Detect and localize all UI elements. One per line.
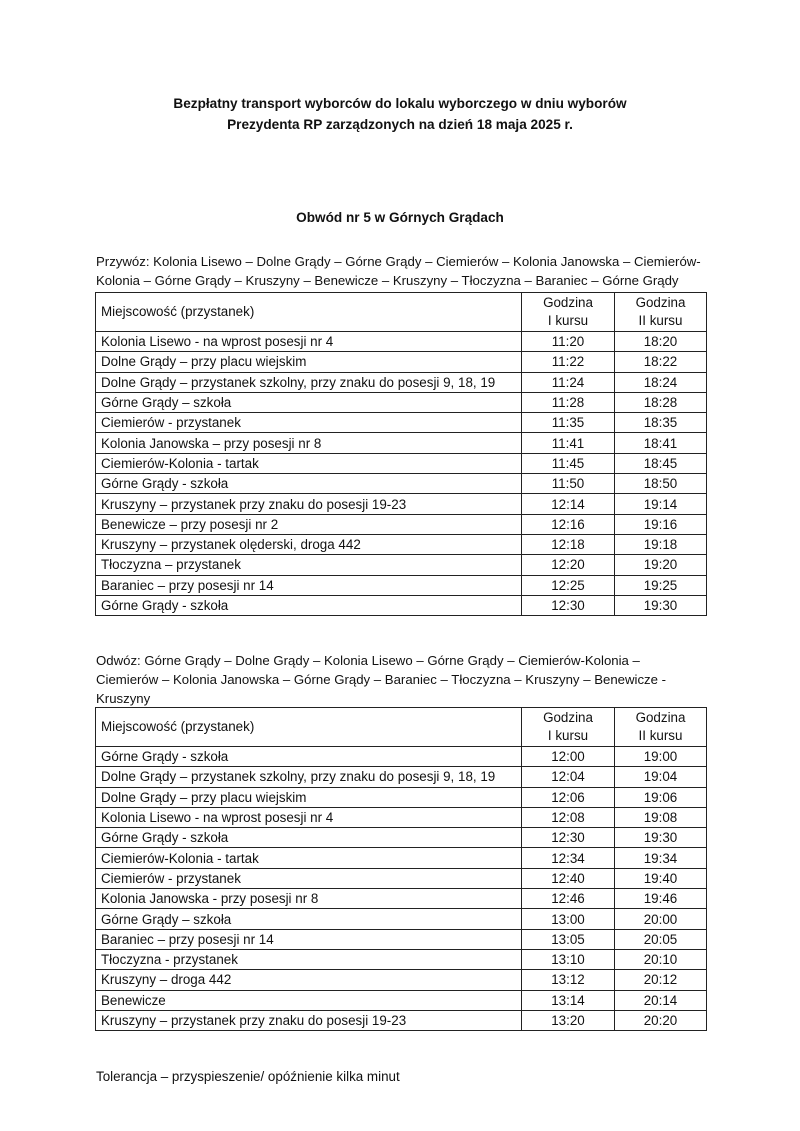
second-run-time-cell: 18:45 — [615, 453, 707, 473]
stop-name-cell: Ciemierów - przystanek — [96, 868, 522, 888]
second-run-time-cell: 18:22 — [615, 352, 707, 372]
second-run-time-cell: 19:14 — [615, 494, 707, 514]
stop-name-cell: Ciemierów - przystanek — [96, 413, 522, 433]
przywoz-route-description — [96, 252, 706, 290]
stop-name-cell: Górne Grądy - szkoła — [96, 474, 522, 494]
column-header-place: Miejscowość (przystanek) — [96, 293, 522, 332]
table-row — [96, 747, 707, 767]
second-run-time-cell: 18:41 — [615, 433, 707, 453]
header-line: Godzina — [635, 295, 686, 310]
second-run-time-cell: 19:30 — [615, 595, 707, 615]
header-line: I kursu — [547, 313, 589, 328]
stop-name-cell: Kolonia Janowska – przy posesji nr 8 — [96, 433, 522, 453]
stop-name-cell: Baraniec – przy posesji nr 14 — [96, 575, 522, 595]
route-line: Kruszyny — [96, 691, 151, 706]
stop-name-cell: Dolne Grądy – przystanek szkolny, przy znaku do posesji 9, 18, 19 — [96, 372, 522, 392]
first-run-time-cell: 12:04 — [522, 767, 615, 787]
first-run-time-cell: 11:50 — [522, 474, 615, 494]
stop-name-cell: Górne Grądy - szkoła — [96, 828, 522, 848]
second-run-time-cell: 19:04 — [615, 767, 707, 787]
second-run-time-cell: 18:50 — [615, 474, 707, 494]
table-row — [96, 949, 707, 969]
route-line: Odwóz: Górne Grądy – Dolne Grądy – Kolonia Lisewo – Górne Grądy – Ciemierów-Kolonia – — [96, 653, 640, 668]
second-run-time-cell: 19:20 — [615, 555, 707, 575]
stop-name-cell: Górne Grądy – szkoła — [96, 909, 522, 929]
first-run-time-cell: 11:20 — [522, 332, 615, 352]
table-row — [96, 767, 707, 787]
table-row — [96, 474, 707, 494]
second-run-time-cell: 19:25 — [615, 575, 707, 595]
table-row — [96, 332, 707, 352]
table-row — [96, 453, 707, 473]
first-run-time-cell: 11:24 — [522, 372, 615, 392]
table-header-row — [96, 293, 707, 332]
first-run-time-cell: 12:00 — [522, 747, 615, 767]
stop-name-cell: Benewicze – przy posesji nr 2 — [96, 514, 522, 534]
first-run-time-cell: 12:06 — [522, 787, 615, 807]
second-run-time-cell: 18:24 — [615, 372, 707, 392]
first-run-time-cell: 12:14 — [522, 494, 615, 514]
stop-name-cell: Górne Grądy - szkoła — [96, 595, 522, 615]
stop-name-cell: Kolonia Lisewo - na wprost posesji nr 4 — [96, 807, 522, 827]
table-row — [96, 352, 707, 372]
route-line: Ciemierów – Kolonia Janowska – Górne Grądy – Baraniec – Tłoczyzna – Kruszyny – Benewicze - — [96, 672, 667, 687]
column-header-first-run — [522, 293, 615, 332]
table-row — [96, 595, 707, 615]
table-row — [96, 929, 707, 949]
stop-name-cell: Ciemierów-Kolonia - tartak — [96, 848, 522, 868]
second-run-time-cell: 18:28 — [615, 392, 707, 412]
first-run-time-cell: 12:18 — [522, 534, 615, 554]
second-run-time-cell: 19:08 — [615, 807, 707, 827]
stop-name-cell: Kruszyny – przystanek przy znaku do posesji 19-23 — [96, 494, 522, 514]
table-row — [96, 413, 707, 433]
first-run-time-cell: 12:08 — [522, 807, 615, 827]
header-line: I kursu — [547, 728, 589, 743]
stop-name-cell: Górne Grądy – szkoła — [96, 392, 522, 412]
stop-name-cell: Dolne Grądy – przy placu wiejskim — [96, 352, 522, 372]
table-row — [96, 990, 707, 1010]
column-header-first-run — [522, 708, 615, 747]
second-run-time-cell: 19:46 — [615, 889, 707, 909]
stop-name-cell: Kruszyny – przystanek olęderski, droga 442 — [96, 534, 522, 554]
first-run-time-cell: 12:16 — [522, 514, 615, 534]
title-line-2: Prezydenta RP zarządzonych na dzień 18 maja 2025 r. — [227, 117, 573, 132]
first-run-time-cell: 11:22 — [522, 352, 615, 372]
second-run-time-cell: 19:30 — [615, 828, 707, 848]
table-row — [96, 807, 707, 827]
stop-name-cell: Tłoczyzna - przystanek — [96, 949, 522, 969]
header-line: Godzina — [635, 710, 686, 725]
stop-name-cell: Ciemierów-Kolonia - tartak — [96, 453, 522, 473]
table-row — [96, 909, 707, 929]
second-run-time-cell: 19:18 — [615, 534, 707, 554]
odwoz-schedule-table — [95, 707, 707, 1031]
second-run-time-cell: 20:12 — [615, 970, 707, 990]
table-row — [96, 970, 707, 990]
second-run-time-cell: 20:00 — [615, 909, 707, 929]
stop-name-cell: Dolne Grądy – przy placu wiejskim — [96, 787, 522, 807]
second-run-time-cell: 20:10 — [615, 949, 707, 969]
stop-name-cell: Kruszyny – przystanek przy znaku do posesji 19-23 — [96, 1010, 522, 1030]
second-run-time-cell: 19:00 — [615, 747, 707, 767]
table-row — [96, 514, 707, 534]
first-run-time-cell: 13:12 — [522, 970, 615, 990]
first-run-time-cell: 12:20 — [522, 555, 615, 575]
route-line: Przywóz: Kolonia Lisewo – Dolne Grądy – Górne Grądy – Ciemierów – Kolonia Janowska – Ciemierów- — [96, 254, 701, 269]
header-line: Godzina — [543, 295, 593, 310]
header-line: II kursu — [638, 728, 683, 743]
first-run-time-cell: 11:35 — [522, 413, 615, 433]
second-run-time-cell: 20:05 — [615, 929, 707, 949]
first-run-time-cell: 12:25 — [522, 575, 615, 595]
column-header-second-run — [615, 708, 707, 747]
table-row — [96, 392, 707, 412]
tolerance-note: Tolerancja – przyspieszenie/ opóźnienie kilka minut — [96, 1069, 400, 1084]
stop-name-cell: Kolonia Janowska - przy posesji nr 8 — [96, 889, 522, 909]
stop-name-cell: Dolne Grądy – przystanek szkolny, przy znaku do posesji 9, 18, 19 — [96, 767, 522, 787]
second-run-time-cell: 18:20 — [615, 332, 707, 352]
second-run-time-cell: 20:14 — [615, 990, 707, 1010]
header-line: II kursu — [638, 313, 683, 328]
column-header-second-run — [615, 293, 707, 332]
first-run-time-cell: 11:28 — [522, 392, 615, 412]
first-run-time-cell: 13:10 — [522, 949, 615, 969]
table-row — [96, 555, 707, 575]
stop-name-cell: Benewicze — [96, 990, 522, 1010]
table-header-row — [96, 708, 707, 747]
second-run-time-cell: 19:16 — [615, 514, 707, 534]
table-row — [96, 1010, 707, 1030]
przywoz-schedule-table — [95, 292, 707, 616]
table-row — [96, 575, 707, 595]
table-row — [96, 787, 707, 807]
table-row — [96, 534, 707, 554]
table-row — [96, 848, 707, 868]
stop-name-cell: Górne Grądy - szkoła — [96, 747, 522, 767]
document-title — [0, 93, 800, 135]
odwoz-route-description — [96, 651, 706, 708]
second-run-time-cell: 19:40 — [615, 868, 707, 888]
table-row — [96, 372, 707, 392]
table-row — [96, 868, 707, 888]
first-run-time-cell: 13:14 — [522, 990, 615, 1010]
second-run-time-cell: 19:34 — [615, 848, 707, 868]
first-run-time-cell: 13:20 — [522, 1010, 615, 1030]
table-row — [96, 828, 707, 848]
first-run-time-cell: 12:34 — [522, 848, 615, 868]
district-heading: Obwód nr 5 w Górnych Grądach — [296, 210, 504, 225]
second-run-time-cell: 19:06 — [615, 787, 707, 807]
first-run-time-cell: 11:45 — [522, 453, 615, 473]
first-run-time-cell: 11:41 — [522, 433, 615, 453]
table-row — [96, 889, 707, 909]
route-line: Kolonia – Górne Grądy – Kruszyny – Benewicze – Kruszyny – Tłoczyzna – Baraniec – Górne Grądy — [96, 273, 679, 288]
first-run-time-cell: 12:46 — [522, 889, 615, 909]
header-line: Godzina — [543, 710, 593, 725]
first-run-time-cell: 13:00 — [522, 909, 615, 929]
stop-name-cell: Kolonia Lisewo - na wprost posesji nr 4 — [96, 332, 522, 352]
table-row — [96, 494, 707, 514]
stop-name-cell: Baraniec – przy posesji nr 14 — [96, 929, 522, 949]
stop-name-cell: Tłoczyzna – przystanek — [96, 555, 522, 575]
column-header-place: Miejscowość (przystanek) — [96, 708, 522, 747]
first-run-time-cell: 12:30 — [522, 595, 615, 615]
first-run-time-cell: 13:05 — [522, 929, 615, 949]
second-run-time-cell: 18:35 — [615, 413, 707, 433]
stop-name-cell: Kruszyny – droga 442 — [96, 970, 522, 990]
first-run-time-cell: 12:40 — [522, 868, 615, 888]
title-line-1: Bezpłatny transport wyborców do lokalu wyborczego w dniu wyborów — [173, 96, 627, 111]
first-run-time-cell: 12:30 — [522, 828, 615, 848]
table-row — [96, 433, 707, 453]
second-run-time-cell: 20:20 — [615, 1010, 707, 1030]
